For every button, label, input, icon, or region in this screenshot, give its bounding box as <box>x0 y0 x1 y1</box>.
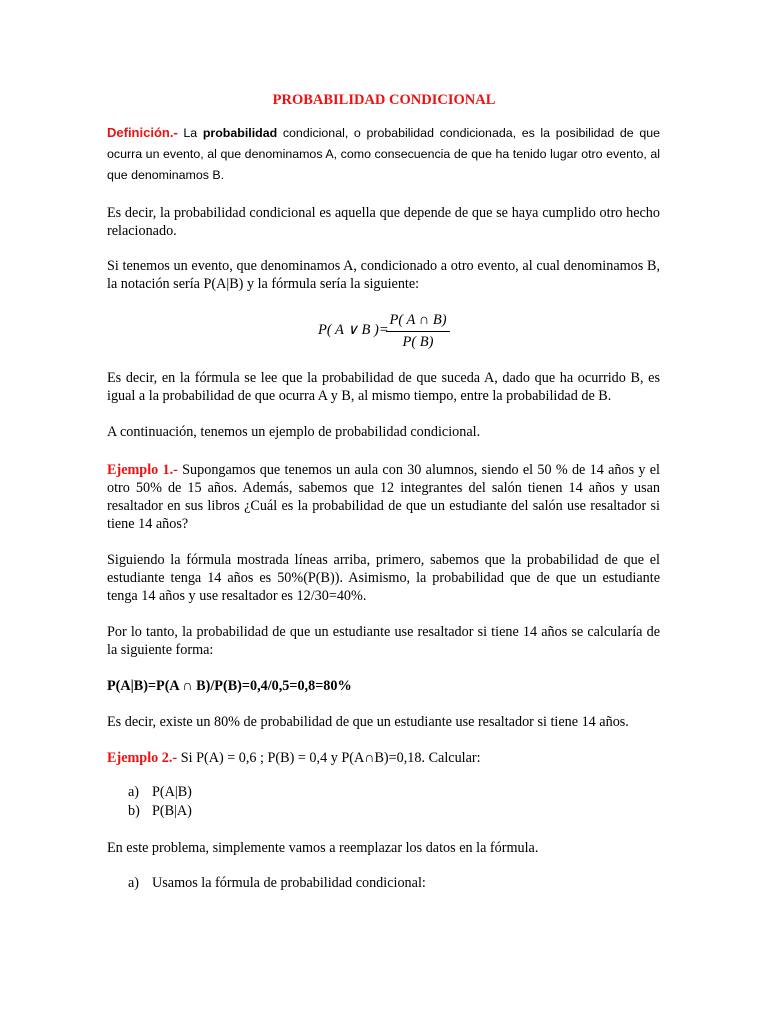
step-a-marker: a) <box>128 875 140 891</box>
formula-numerator: P( A ∩ B) <box>389 312 447 328</box>
formula-fraction <box>386 312 450 351</box>
example-1-text: Supongamos que tenemos un aula con 30 alumnos, siendo el 50 % de 14 años y el otro 50% de 15 años. Además, sabemos que 12 integrantes del salón tienen 14 años y usan resaltador en sus libros ¿Cuál es la probabilidad de que un estudiante del salón use resaltador si tiene 14 años? <box>107 462 660 532</box>
paragraph-5: Siguiendo la fórmula mostrada líneas arriba, primero, sabemos que la probabilidad de que el estudiante tenga 14 años es 50%(P(B)). Asimismo, la probabilidad que de que un estudiante tenga 14 años y use resaltador es 12/30=40%. <box>107 552 660 604</box>
definition-label: Definición.- <box>107 125 178 140</box>
paragraph-8: En este problema, simplemente vamos a reemplazar los datos en la fórmula. <box>107 840 539 856</box>
list-marker: a) <box>128 784 140 800</box>
example-1-paragraph <box>107 461 660 533</box>
list-item <box>128 784 192 801</box>
definition-pre: La <box>177 126 203 140</box>
list-text: P(A|B) <box>152 784 192 800</box>
list-marker: b) <box>128 803 140 819</box>
paragraph-7: Es decir, existe un 80% de probabilidad de que un estudiante use resaltador si tiene 14 años. <box>107 714 629 730</box>
definition-bold-word: probabilidad <box>202 126 278 140</box>
fraction-bar <box>386 331 450 332</box>
page-title: PROBABILIDAD CONDICIONAL <box>272 92 496 108</box>
definition-rest: condicional, o probabilidad condicionada, es la posibilidad de que ocurra un evento, al que denominamos A, como consecuencia de que ha tenido lugar otro evento, al que denominamos B. <box>107 126 660 182</box>
example-1-label: Ejemplo 1.- <box>107 462 178 478</box>
paragraph-4: A continuación, tenemos un ejemplo de probabilidad condicional. <box>107 424 481 440</box>
paragraph-3: Es decir, en la fórmula se lee que la probabilidad de que suceda A, dado que ha ocurrido B, es igual a la probabilidad de que ocurra A y B, al mismo tiempo, entre la probabilidad de B. <box>107 370 660 404</box>
formula-denominator: P( B) <box>402 334 434 350</box>
list-text: P(B|A) <box>152 803 192 819</box>
example-2-paragraph <box>107 749 660 767</box>
paragraph-6: Por lo tanto, la probabilidad de que un estudiante use resaltador si tiene 14 años se calcularía de la siguiente forma: <box>107 624 660 658</box>
step-a-text: Usamos la fórmula de probabilidad condicional: <box>152 875 426 891</box>
formula-lhs: P( A ∨ B )= <box>318 322 389 338</box>
list-item <box>128 803 192 820</box>
step-a-item <box>128 875 426 892</box>
definition-paragraph <box>107 122 660 186</box>
result-formula: P(A|B)=P(A ∩ B)/P(B)=0,4/0,5=0,8=80% <box>107 678 352 694</box>
paragraph-1: Es decir, la probabilidad condicional es aquella que depende de que se haya cumplido otro hecho relacionado. <box>107 205 660 239</box>
example-2-label: Ejemplo 2.- <box>107 750 178 766</box>
example-2-text: Si P(A) = 0,6 ; P(B) = 0,4 y P(A∩B)=0,18. Calcular: <box>177 750 481 766</box>
paragraph-2: Si tenemos un evento, que denominamos A, condicionado a otro evento, al cual denominamos B, la notación sería P(A|B) y la fórmula sería la siguiente: <box>107 258 660 292</box>
